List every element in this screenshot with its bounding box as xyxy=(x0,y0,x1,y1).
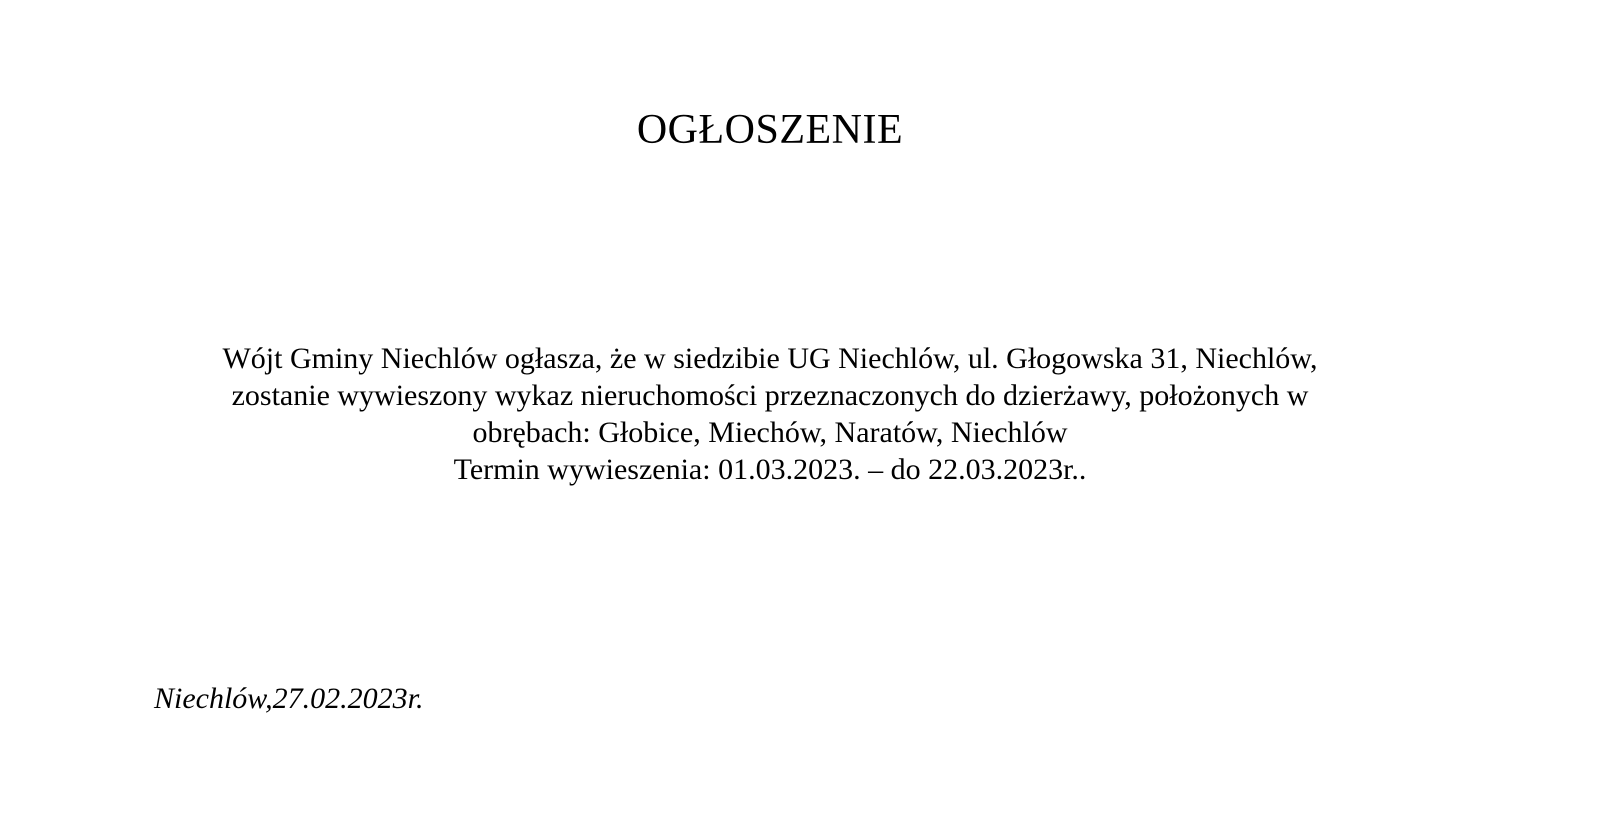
announcement-line: zostanie wywieszony wykaz nieruchomości przeznaczonych do dzierżawy, położonych w xyxy=(231,379,1309,412)
posting-period-line: Termin wywieszenia: 01.03.2023. – do 22.03.2023r.. xyxy=(453,453,1087,486)
announcement-line: obrębach: Głobice, Miechów, Naratów, Niechlów xyxy=(472,416,1068,449)
page-title: OGŁOSZENIE xyxy=(636,107,904,153)
place-and-date: Niechlów,27.02.2023r. xyxy=(154,682,424,715)
announcement-body xyxy=(150,340,1390,488)
announcement-line: Wójt Gminy Niechlów ogłasza, że w siedzibie UG Niechlów, ul. Głogowska 31, Niechlów, xyxy=(222,342,1318,375)
